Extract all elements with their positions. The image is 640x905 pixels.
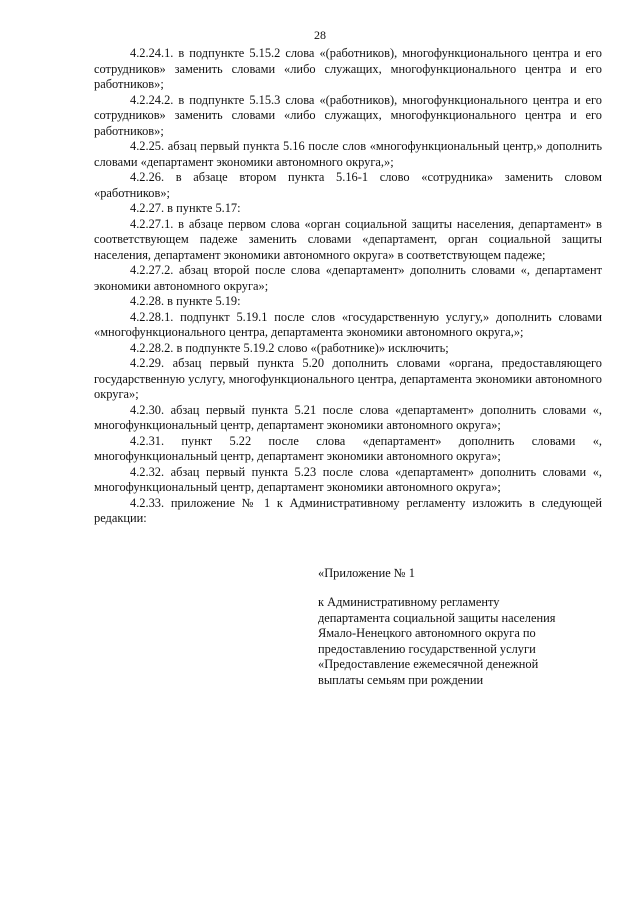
paragraph-4-2-28-1: 4.2.28.1. подпункт 5.19.1 после слов «государственную услугу,» дополнить словами «многофункционального центра, департамента экономики автономного округа,»;	[94, 309, 602, 339]
paragraph-4-2-26: 4.2.26. в абзаце втором пункта 5.16-1 слово «сотрудника» заменить словом «работников»;	[94, 170, 602, 200]
paragraph-4-2-33: 4.2.33. приложение № 1 к Административному регламенту изложить в следующей редакции:	[94, 495, 602, 525]
appendix-line: предоставлению государственной услуги	[318, 641, 536, 656]
appendix-line: выплаты семьям при рождении	[318, 672, 484, 687]
paragraph-4-2-31: 4.2.31. пункт 5.22 после слова «департамент» дополнить словами «, многофункциональный центр, департамент экономики автономного округа»;	[94, 433, 602, 463]
paragraph-4-2-24-2: 4.2.24.2. в подпункте 5.15.3 слова «(работников), многофункционального центра и его сотрудников» заменить словами «либо служащих, многофункционального центра и его работников»;	[94, 92, 602, 138]
appendix-line: департамента социальной защиты населения	[318, 610, 556, 625]
appendix-header-block	[318, 595, 608, 688]
paragraph-4-2-25: 4.2.25. абзац первый пункта 5.16 после слов «многофункциональный центр,» дополнить словами «департамент экономики автономного округа,»;	[94, 139, 602, 169]
paragraph-4-2-24-1: 4.2.24.1. в подпункте 5.15.2 слова «(работников), многофункционального центра и его сотрудников» заменить словами «либо служащих, многофункционального центра и его работников»;	[94, 46, 602, 91]
paragraph-4-2-30: 4.2.30. абзац первый пункта 5.21 после слова «департамент» дополнить словами «, многофункциональный центр, департамент экономики автономного округа»;	[94, 402, 602, 432]
paragraph-4-2-28: 4.2.28. в пункте 5.19:	[130, 294, 241, 308]
paragraph-4-2-28-2: 4.2.28.2. в подпункте 5.19.2 слово «(работнике)» исключить;	[130, 340, 449, 355]
appendix-line: к Административному регламенту	[318, 595, 500, 609]
appendix-title-text: «Приложение № 1	[318, 566, 415, 580]
appendix-line: «Предоставление ежемесячной денежной	[318, 657, 539, 671]
paragraph-4-2-29: 4.2.29. абзац первый пункта 5.20 дополнить словами «органа, предоставляющего государственную услугу, многофункционального центра, департамента экономики автономного округа»;	[94, 356, 602, 401]
paragraph-4-2-32: 4.2.32. абзац первый пункта 5.23 после слова «департамент» дополнить словами «, многофункциональный центр, департамент экономики автономного округа»;	[94, 464, 602, 494]
paragraph-4-2-27-1: 4.2.27.1. в абзаце первом слова «орган социальной защиты населения, департамент» в соответствующем падеже заменить словами «департамент, орган социальной защиты населения, департамент экономики автономного округа» в соответствующем падеже;	[94, 216, 602, 262]
amendments-body	[94, 46, 602, 527]
appendix-line: Ямало-Ненецкого автономного округа по	[318, 626, 536, 640]
page-number: 28	[314, 28, 326, 42]
appendix-title	[318, 566, 608, 582]
paragraph-4-2-27-2: 4.2.27.2. абзац второй после слова «департамент» дополнить словами «, департамент экономики автономного округа»;	[94, 263, 602, 293]
paragraph-4-2-27: 4.2.27. в пункте 5.17:	[130, 201, 241, 215]
